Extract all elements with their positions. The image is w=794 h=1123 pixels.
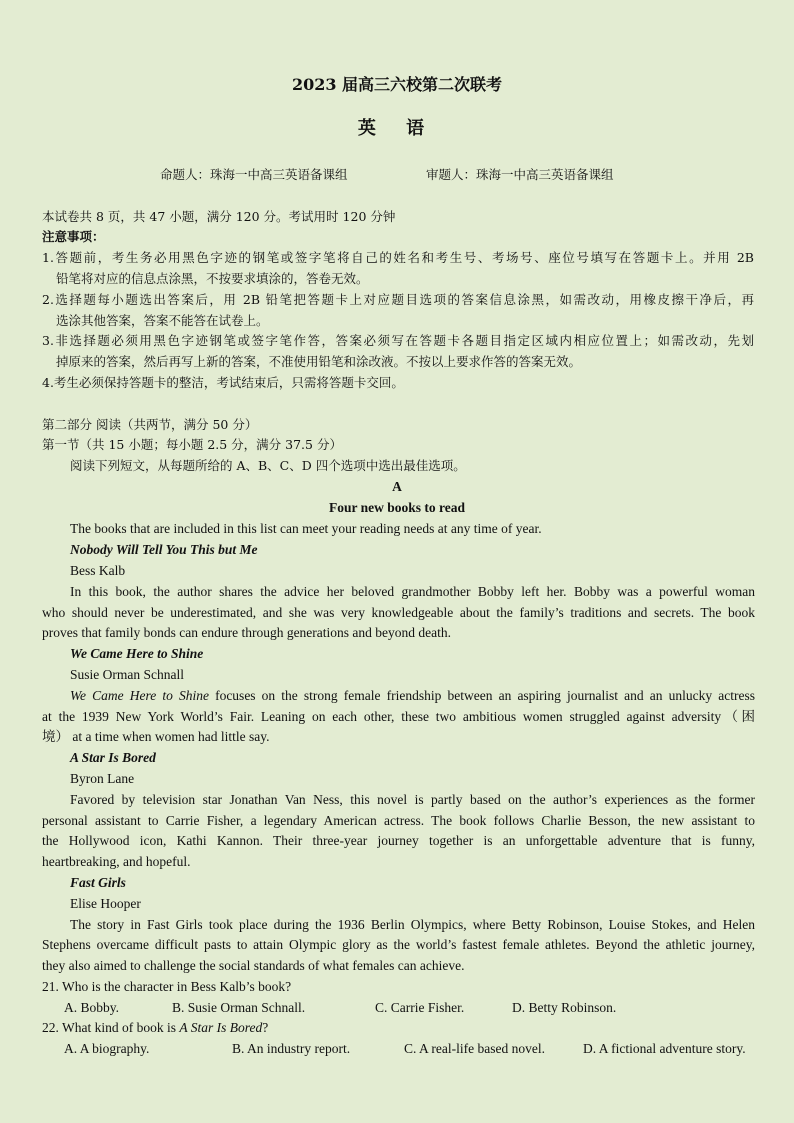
- book4-text-2: Stephens overcame difficult pasts to attain Olympic glory as the world’s fastest female athletes. Beyond the athletic journey,: [42, 937, 755, 952]
- notice-item-1-cont: 铅笔将对应的信息点涂黑，不按要求填涂的，答卷无效。: [56, 271, 369, 286]
- question-22-stem-post: ?: [262, 1020, 269, 1035]
- question-21-option-d: D. Betty Robinson.: [512, 1000, 617, 1015]
- book3-title: A Star Is Bored: [70, 750, 156, 765]
- book2-author: Susie Orman Schnall: [70, 667, 184, 682]
- question-21-option-a: A. Bobby.: [64, 1000, 120, 1015]
- question-22-option-a: A. A biography.: [64, 1041, 150, 1056]
- notice-heading: 注意事项：: [42, 229, 105, 244]
- notice-item-3: 3.非选择题必须用黑色字迹钢笔或签字笔作答，答案必须写在答题卡各题目指定区域内相应位置上；如需改动，先划: [42, 333, 754, 348]
- book2-text-1: [70, 687, 755, 705]
- book4-text-3: they also aimed to challenge the social standards of what females can achieve.: [42, 958, 465, 973]
- proposer-line: 命题人：珠海一中高三英语备课组: [160, 167, 348, 182]
- book3-text-1: Favored by television star Jonathan Van Ness, this novel is partly based on the author’s experiences as the former: [70, 792, 755, 807]
- book2-text-1-rest: focuses on the strong female friendship between an aspiring journalist and an unlucky actress: [208, 688, 755, 703]
- book4-author: Elise Hooper: [70, 896, 141, 911]
- notice-item-4: 4.考生必须保持答题卡的整洁，考试结束后，只需将答题卡交回。: [42, 375, 404, 390]
- section-instruction: 阅读下列短文，从每题所给的 A、B、C、D 四个选项中选出最佳选项。: [70, 458, 466, 473]
- question-22-option-c: C. A real-life based novel.: [404, 1041, 545, 1056]
- question-21-option-c: C. Carrie Fisher.: [375, 1000, 465, 1015]
- book1-text-3: proves that family bonds can endure through generations and beyond death.: [42, 625, 452, 640]
- question-22-book-title: A Star Is Bored: [179, 1020, 263, 1035]
- book2-inline-title: We Came Here to Shine: [70, 688, 209, 703]
- question-21-stem: 21. Who is the character in Bess Kalb’s book?: [42, 979, 292, 994]
- notice-item-2-cont: 选涂其他答案，答案不能答在试卷上。: [56, 313, 269, 328]
- passage-letter: A: [392, 479, 402, 494]
- book1-author: Bess Kalb: [70, 563, 126, 578]
- part-heading: 第二部分 阅读（共两节，满分 50 分）: [42, 417, 258, 432]
- book2-text-3: 境） at a time when women had little say.: [42, 729, 270, 744]
- book3-text-3: the Hollywood icon, Kathi Kannon. Their three-year journey together is an unforgettable adventure that is funny,: [42, 833, 755, 848]
- question-22-option-b: B. An industry report.: [232, 1041, 351, 1056]
- book4-text-1: The story in Fast Girls took place during the 1936 Berlin Olympics, where Betty Robinson, Louise Stokes, and Helen: [70, 917, 755, 932]
- passage-title: Four new books to read: [328, 500, 465, 515]
- passage-intro: The books that are included in this list can meet your reading needs at any time of year.: [70, 521, 542, 536]
- book3-text-2: personal assistant to Carrie Fisher, a legendary American actress. The book follows Charlie Besson, the new assistant to: [42, 813, 755, 828]
- exam-info: 本试卷共 8 页，共 47 小题，满分 120 分。考试用时 120 分钟: [42, 209, 396, 224]
- book4-title: Fast Girls: [70, 875, 126, 890]
- notice-item-3-cont: 掉原来的答案，然后再写上新的答案，不准使用铅笔和涂改液。不按以上要求作答的答案无效。: [56, 354, 582, 369]
- book2-text-2: at the 1939 New York World’s Fair. Leaning on each other, these two ambitious women struggled against adversity（困: [42, 709, 755, 724]
- question-22-stem-pre: 22. What kind of book is: [42, 1020, 180, 1035]
- book3-author: Byron Lane: [70, 771, 135, 786]
- reviewer-line: 审题人：珠海一中高三英语备课组: [426, 167, 614, 182]
- question-22-stem: [42, 1019, 268, 1037]
- notice-item-1: 1.答题前，考生务必用黑色字迹的钢笔或签字笔将自己的姓名和考生号、考场号、座位号填写在答题卡上。并用 2B: [42, 250, 754, 265]
- book2-title: We Came Here to Shine: [70, 646, 204, 661]
- book1-title: Nobody Will Tell You This but Me: [70, 542, 258, 557]
- notice-item-2: 2.选择题每小题选出答案后，用 2B 铅笔把答题卡上对应题目选项的答案信息涂黑，如需改动，用橡皮擦干净后，再: [42, 292, 754, 307]
- subject-title: 英 语: [357, 118, 437, 139]
- question-22-option-d: D. A fictional adventure story.: [583, 1041, 746, 1056]
- section-heading: 第一节（共 15 小题；每小题 2.5 分，满分 37.5 分）: [42, 437, 342, 452]
- question-21-option-b: B. Susie Orman Schnall.: [172, 1000, 306, 1015]
- book1-text-1: In this book, the author shares the advice her beloved grandmother Bobby left her. Bobby was a powerful woman: [70, 584, 755, 599]
- book3-text-4: heartbreaking, and hopeful.: [42, 854, 191, 869]
- exam-title: 2023 届高三六校第二次联考: [291, 75, 503, 94]
- book1-text-2: who should never be underestimated, and she was very knowledgeable about the family’s traditions and secrets. The book: [42, 605, 755, 620]
